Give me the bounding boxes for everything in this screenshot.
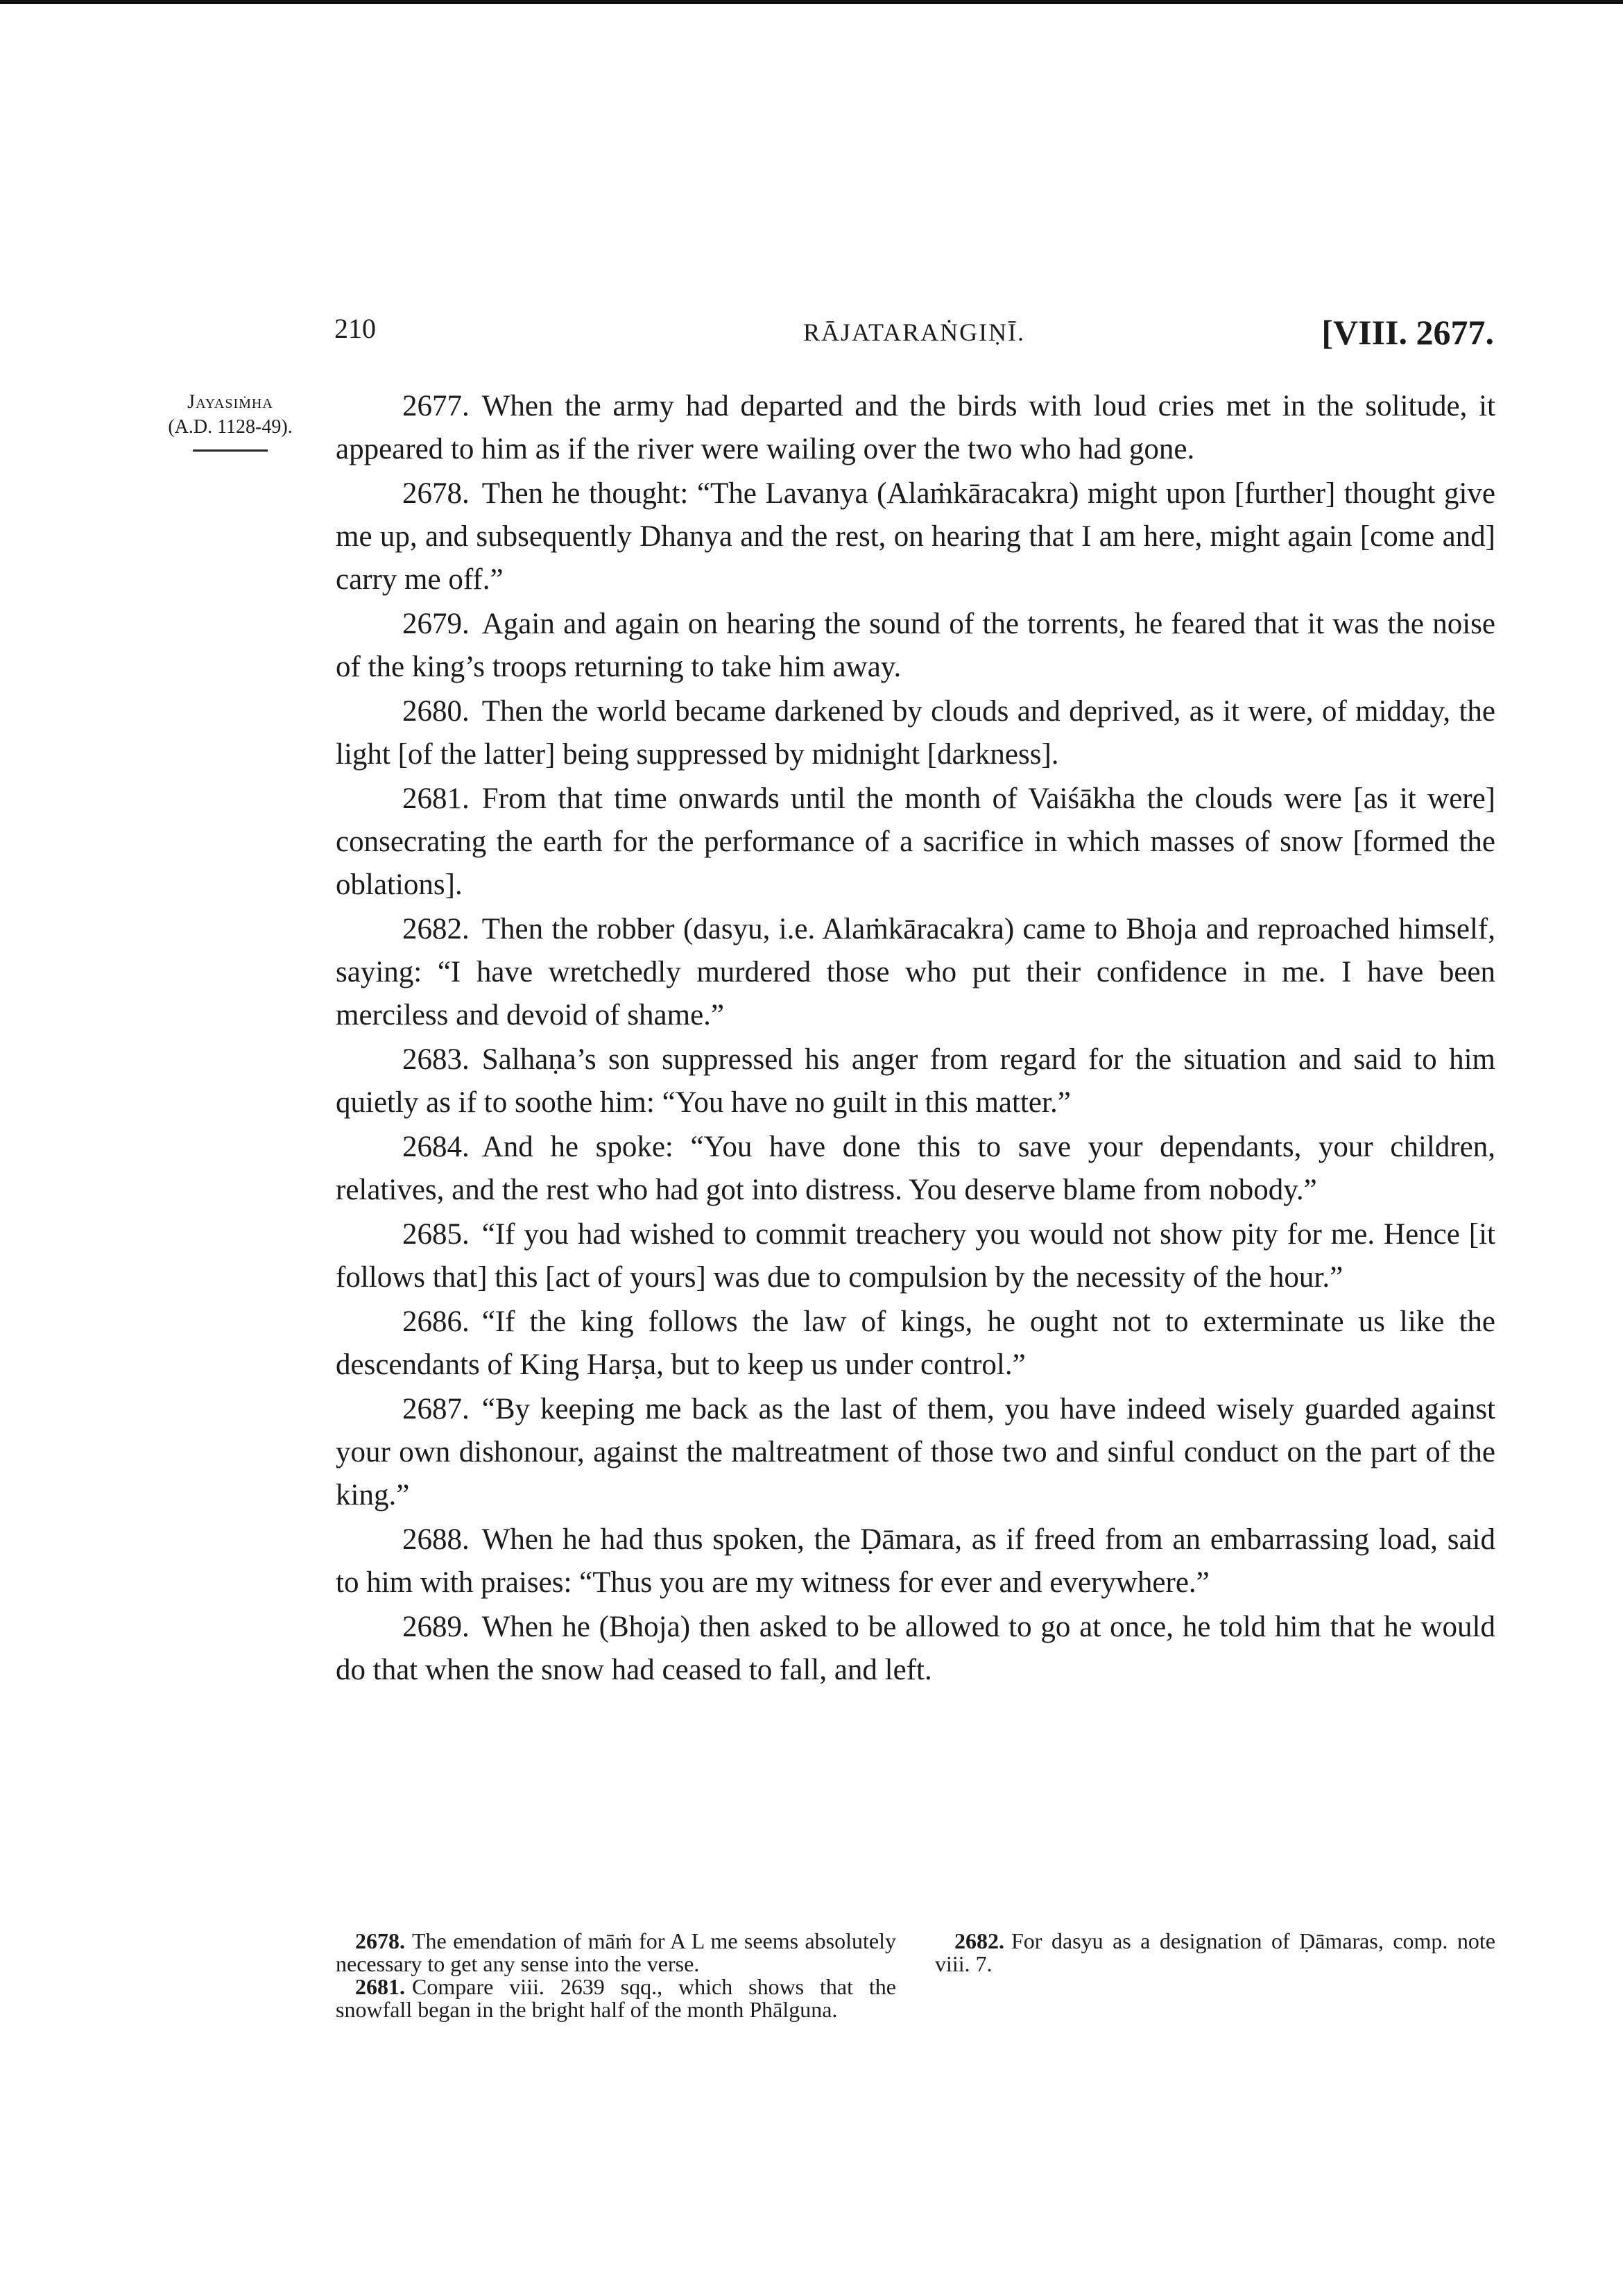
verse-number: 2684. (402, 1131, 470, 1163)
main-text (336, 385, 1495, 1693)
verse-paragraph (336, 1606, 1495, 1692)
verse-paragraph (336, 1126, 1495, 1212)
footnote-number: 2681. (355, 1974, 405, 1999)
footnote (336, 1930, 896, 1976)
footnote-number: 2682. (954, 1928, 1004, 1953)
verse-number: 2680. (402, 695, 470, 728)
margin-note-name: Jayasiṁha (187, 391, 273, 413)
verse-paragraph (336, 1213, 1495, 1299)
section-reference: [VIII. 2677. (1321, 313, 1494, 352)
verse-number: 2683. (402, 1043, 470, 1076)
verse-text: “If the king follows the law of kings, he ought not to exterminate us like the descendants of King Harṣa, but to keep us under control.” (336, 1305, 1495, 1381)
footnotes (336, 1930, 1495, 2021)
footnote-text: Compare viii. 2639 sqq., which shows that the snowfall began in the bright half of the month Phālguna. (336, 1974, 896, 2022)
verse-text: “By keeping me back as the last of them, you have indeed wisely guarded against your own dishonour, against the maltreatment of those two and sinful conduct on the part of the king.” (336, 1393, 1495, 1511)
margin-note (154, 390, 307, 452)
verse-text: When the army had departed and the birds with loud cries met in the solitude, it appeared to him as if the river were wailing over the two who had gone. (336, 390, 1495, 465)
verse-paragraph (336, 778, 1495, 907)
footnote (336, 1976, 896, 2021)
verse-text: From that time onwards until the month of Vaiśākha the clouds were [as it were] consecrating the earth for the performance of a sacrifice in which masses of snow [formed the oblations]. (336, 782, 1495, 901)
top-edge-rule (0, 0, 1623, 4)
footnote-text: The emendation of māṁ for A L me seems absolutely necessary to get any sense into the verse. (336, 1928, 896, 1976)
verse-number: 2685. (402, 1218, 470, 1251)
verse-text: Then the world became darkened by clouds and deprived, as it were, of midday, the light [of the latter] being suppressed by midnight [darkness]. (336, 695, 1495, 771)
verse-text: “If you had wished to commit treachery you would not show pity for me. Hence [it follows that] this [act of yours] was due to compulsion by the necessity of the hour.” (336, 1218, 1495, 1294)
verse-paragraph (336, 1038, 1495, 1124)
verse-paragraph (336, 908, 1495, 1037)
verse-text: And he spoke: “You have done this to save your dependants, your children, relatives, and the rest who had got into distress. You deserve blame from nobody.” (336, 1131, 1495, 1206)
footnote (935, 1930, 1495, 1976)
verse-text: Salhaṇa’s son suppressed his anger from regard for the situation and said to him quietly as if to soothe him: “You have no guilt in this matter.” (336, 1043, 1495, 1119)
verse-paragraph (336, 1301, 1495, 1387)
footnote-column-left (336, 1930, 896, 2021)
margin-note-dates: (A.D. 1128-49). (168, 416, 293, 438)
footnote-text: For dasyu as a designation of Ḍāmaras, comp. note viii. 7. (935, 1928, 1495, 1976)
verse-text: When he (Bhoja) then asked to be allowed to go at once, he told him that he would do that when the snow had ceased to fall, and left. (336, 1611, 1495, 1686)
verse-number: 2686. (402, 1305, 470, 1338)
verse-number: 2682. (402, 913, 470, 945)
verse-text: Then the robber (dasyu, i.e. Alaṁkāracakra) came to Bhoja and reproached himself, saying: “I have wretchedly murdered those who put their confidence in me. I have been merciless and devoid of shame.” (336, 913, 1495, 1031)
verse-text: When he had thus spoken, the Ḍāmara, as if freed from an embarrassing load, said to him with praises: “Thus you are my witness for ever and everywhere.” (336, 1523, 1495, 1599)
verse-paragraph (336, 385, 1495, 471)
verse-number: 2688. (402, 1523, 470, 1556)
running-title: RĀJATARAṄGIṆĪ. (802, 318, 1026, 346)
verse-number: 2689. (402, 1611, 470, 1643)
margin-note-rule (193, 449, 268, 452)
verse-number: 2679. (402, 608, 470, 640)
verse-text: Then he thought: “The Lavanya (Alaṁkāracakra) might upon [further] thought give me up, and subsequently Dhanya and the rest, on hearing that I am here, might again [come and] carry me off.” (336, 477, 1495, 596)
verse-text: Again and again on hearing the sound of the torrents, he feared that it was the noise of the king’s troops returning to take him away. (336, 608, 1495, 683)
verse-number: 2678. (402, 477, 470, 510)
page-number: 210 (334, 313, 376, 344)
verse-paragraph (336, 472, 1495, 601)
verse-number: 2677. (402, 390, 470, 422)
page-header (334, 312, 1494, 361)
footnote-number: 2678. (355, 1928, 405, 1953)
verse-paragraph (336, 690, 1495, 776)
verse-paragraph (336, 1518, 1495, 1604)
verse-paragraph (336, 1388, 1495, 1517)
footnote-column-right (935, 1930, 1495, 2021)
verse-number: 2681. (402, 782, 470, 815)
verse-number: 2687. (402, 1393, 470, 1425)
verse-paragraph (336, 603, 1495, 689)
